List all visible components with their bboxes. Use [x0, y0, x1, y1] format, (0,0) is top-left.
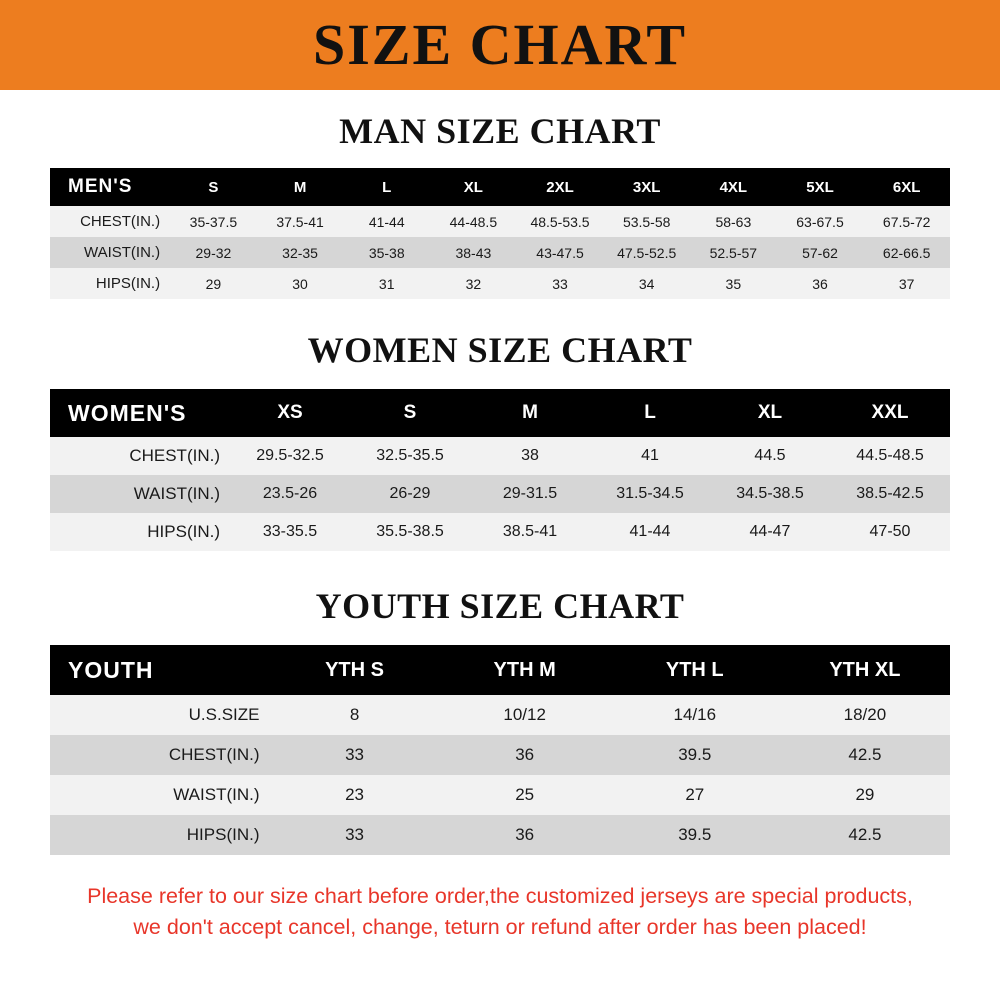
measurement-cell: 31.5-34.5: [590, 475, 710, 513]
measurement-cell: 29.5-32.5: [230, 437, 350, 475]
measurement-cell: 39.5: [610, 735, 780, 775]
row-label: WAIST(IN.): [50, 775, 270, 815]
policy-note: [0, 881, 1000, 943]
measurement-cell: 47-50: [830, 513, 950, 551]
man-table-body: [50, 206, 950, 299]
measurement-cell: 41-44: [343, 206, 430, 237]
policy-note-line-2: we don't accept cancel, change, teturn or refund after order has been placed!: [133, 915, 867, 940]
measurement-cell: 32.5-35.5: [350, 437, 470, 475]
measurement-cell: 52.5-57: [690, 237, 777, 268]
measurement-cell: 31: [343, 268, 430, 299]
measurement-cell: 38.5-41: [470, 513, 590, 551]
measurement-cell: 39.5: [610, 815, 780, 855]
man-table-wrap: [0, 168, 1000, 299]
measurement-cell: 35-37.5: [170, 206, 257, 237]
measurement-cell: 43-47.5: [517, 237, 604, 268]
page-title: SIZE CHART: [312, 12, 688, 77]
policy-note-line-1: Please refer to our size chart before order,the customized jerseys are special products,: [87, 884, 913, 908]
youth-table-wrap: [0, 645, 1000, 855]
measurement-cell: 36: [440, 735, 610, 775]
women-size-table: [50, 389, 950, 551]
measurement-cell: 44.5-48.5: [830, 437, 950, 475]
measurement-cell: 42.5: [780, 735, 950, 775]
table-header-row: [50, 389, 950, 437]
measurement-cell: 53.5-58: [603, 206, 690, 237]
measurement-cell: 62-66.5: [863, 237, 950, 268]
women-column-header: XL: [710, 389, 830, 437]
measurement-cell: 41: [590, 437, 710, 475]
measurement-cell: 41-44: [590, 513, 710, 551]
measurement-cell: 48.5-53.5: [517, 206, 604, 237]
man-section-title: MAN SIZE CHART: [339, 111, 661, 151]
youth-size-table: [50, 645, 950, 855]
table-header-row: [50, 168, 950, 206]
youth-column-header: YTH M: [440, 645, 610, 695]
measurement-cell: 29: [780, 775, 950, 815]
measurement-cell: 38.5-42.5: [830, 475, 950, 513]
youth-table-body: [50, 695, 950, 855]
measurement-cell: 27: [610, 775, 780, 815]
measurement-cell: 18/20: [780, 695, 950, 735]
youth-column-header: YTH XL: [780, 645, 950, 695]
measurement-cell: 34.5-38.5: [710, 475, 830, 513]
women-column-header: XS: [230, 389, 350, 437]
women-column-header: S: [350, 389, 470, 437]
man-column-header: M: [257, 168, 344, 206]
measurement-cell: 63-67.5: [777, 206, 864, 237]
measurement-cell: 35.5-38.5: [350, 513, 470, 551]
measurement-cell: 14/16: [610, 695, 780, 735]
women-table-wrap: [0, 389, 1000, 551]
table-row: [50, 513, 950, 551]
man-column-header: 3XL: [603, 168, 690, 206]
measurement-cell: 44-47: [710, 513, 830, 551]
women-section-title: WOMEN SIZE CHART: [307, 330, 693, 370]
measurement-cell: 36: [440, 815, 610, 855]
man-column-header: 4XL: [690, 168, 777, 206]
measurement-cell: 29-32: [170, 237, 257, 268]
measurement-cell: 23.5-26: [230, 475, 350, 513]
table-row: [50, 475, 950, 513]
women-table-body: [50, 437, 950, 551]
measurement-cell: 58-63: [690, 206, 777, 237]
youth-table-head: [50, 645, 950, 695]
measurement-cell: 30: [257, 268, 344, 299]
man-size-table: [50, 168, 950, 299]
table-row: [50, 735, 950, 775]
measurement-cell: 37.5-41: [257, 206, 344, 237]
measurement-cell: 29: [170, 268, 257, 299]
youth-table-corner-label: YOUTH: [50, 645, 270, 695]
man-column-header: XL: [430, 168, 517, 206]
measurement-cell: 32: [430, 268, 517, 299]
table-row: [50, 268, 950, 299]
table-row: [50, 695, 950, 735]
measurement-cell: 67.5-72: [863, 206, 950, 237]
measurement-cell: 47.5-52.5: [603, 237, 690, 268]
row-label: HIPS(IN.): [50, 815, 270, 855]
man-column-header: S: [170, 168, 257, 206]
measurement-cell: 38-43: [430, 237, 517, 268]
measurement-cell: 33-35.5: [230, 513, 350, 551]
measurement-cell: 35-38: [343, 237, 430, 268]
measurement-cell: 57-62: [777, 237, 864, 268]
row-label: WAIST(IN.): [50, 475, 230, 513]
measurement-cell: 34: [603, 268, 690, 299]
row-label: CHEST(IN.): [50, 206, 170, 237]
header-banner: [0, 0, 1000, 90]
youth-column-header: YTH L: [610, 645, 780, 695]
man-column-header: 5XL: [777, 168, 864, 206]
man-table-head: [50, 168, 950, 206]
measurement-cell: 33: [270, 735, 440, 775]
row-label: HIPS(IN.): [50, 268, 170, 299]
table-header-row: [50, 645, 950, 695]
table-row: [50, 237, 950, 268]
measurement-cell: 32-35: [257, 237, 344, 268]
measurement-cell: 29-31.5: [470, 475, 590, 513]
row-label: CHEST(IN.): [50, 437, 230, 475]
row-label: WAIST(IN.): [50, 237, 170, 268]
measurement-cell: 44.5: [710, 437, 830, 475]
table-row: [50, 206, 950, 237]
measurement-cell: 37: [863, 268, 950, 299]
youth-section-title: YOUTH SIZE CHART: [315, 586, 685, 626]
measurement-cell: 26-29: [350, 475, 470, 513]
table-row: [50, 775, 950, 815]
measurement-cell: 10/12: [440, 695, 610, 735]
women-column-header: XXL: [830, 389, 950, 437]
measurement-cell: 25: [440, 775, 610, 815]
women-column-header: M: [470, 389, 590, 437]
row-label: CHEST(IN.): [50, 735, 270, 775]
table-row: [50, 437, 950, 475]
measurement-cell: 33: [270, 815, 440, 855]
table-row: [50, 815, 950, 855]
man-table-corner-label: MEN'S: [50, 168, 170, 206]
youth-column-header: YTH S: [270, 645, 440, 695]
measurement-cell: 23: [270, 775, 440, 815]
measurement-cell: 36: [777, 268, 864, 299]
measurement-cell: 38: [470, 437, 590, 475]
women-column-header: L: [590, 389, 710, 437]
measurement-cell: 44-48.5: [430, 206, 517, 237]
row-label: HIPS(IN.): [50, 513, 230, 551]
row-label: U.S.SIZE: [50, 695, 270, 735]
measurement-cell: 42.5: [780, 815, 950, 855]
women-table-head: [50, 389, 950, 437]
man-column-header: 2XL: [517, 168, 604, 206]
measurement-cell: 33: [517, 268, 604, 299]
measurement-cell: 8: [270, 695, 440, 735]
women-table-corner-label: WOMEN'S: [50, 389, 230, 437]
man-column-header: 6XL: [863, 168, 950, 206]
measurement-cell: 35: [690, 268, 777, 299]
man-column-header: L: [343, 168, 430, 206]
